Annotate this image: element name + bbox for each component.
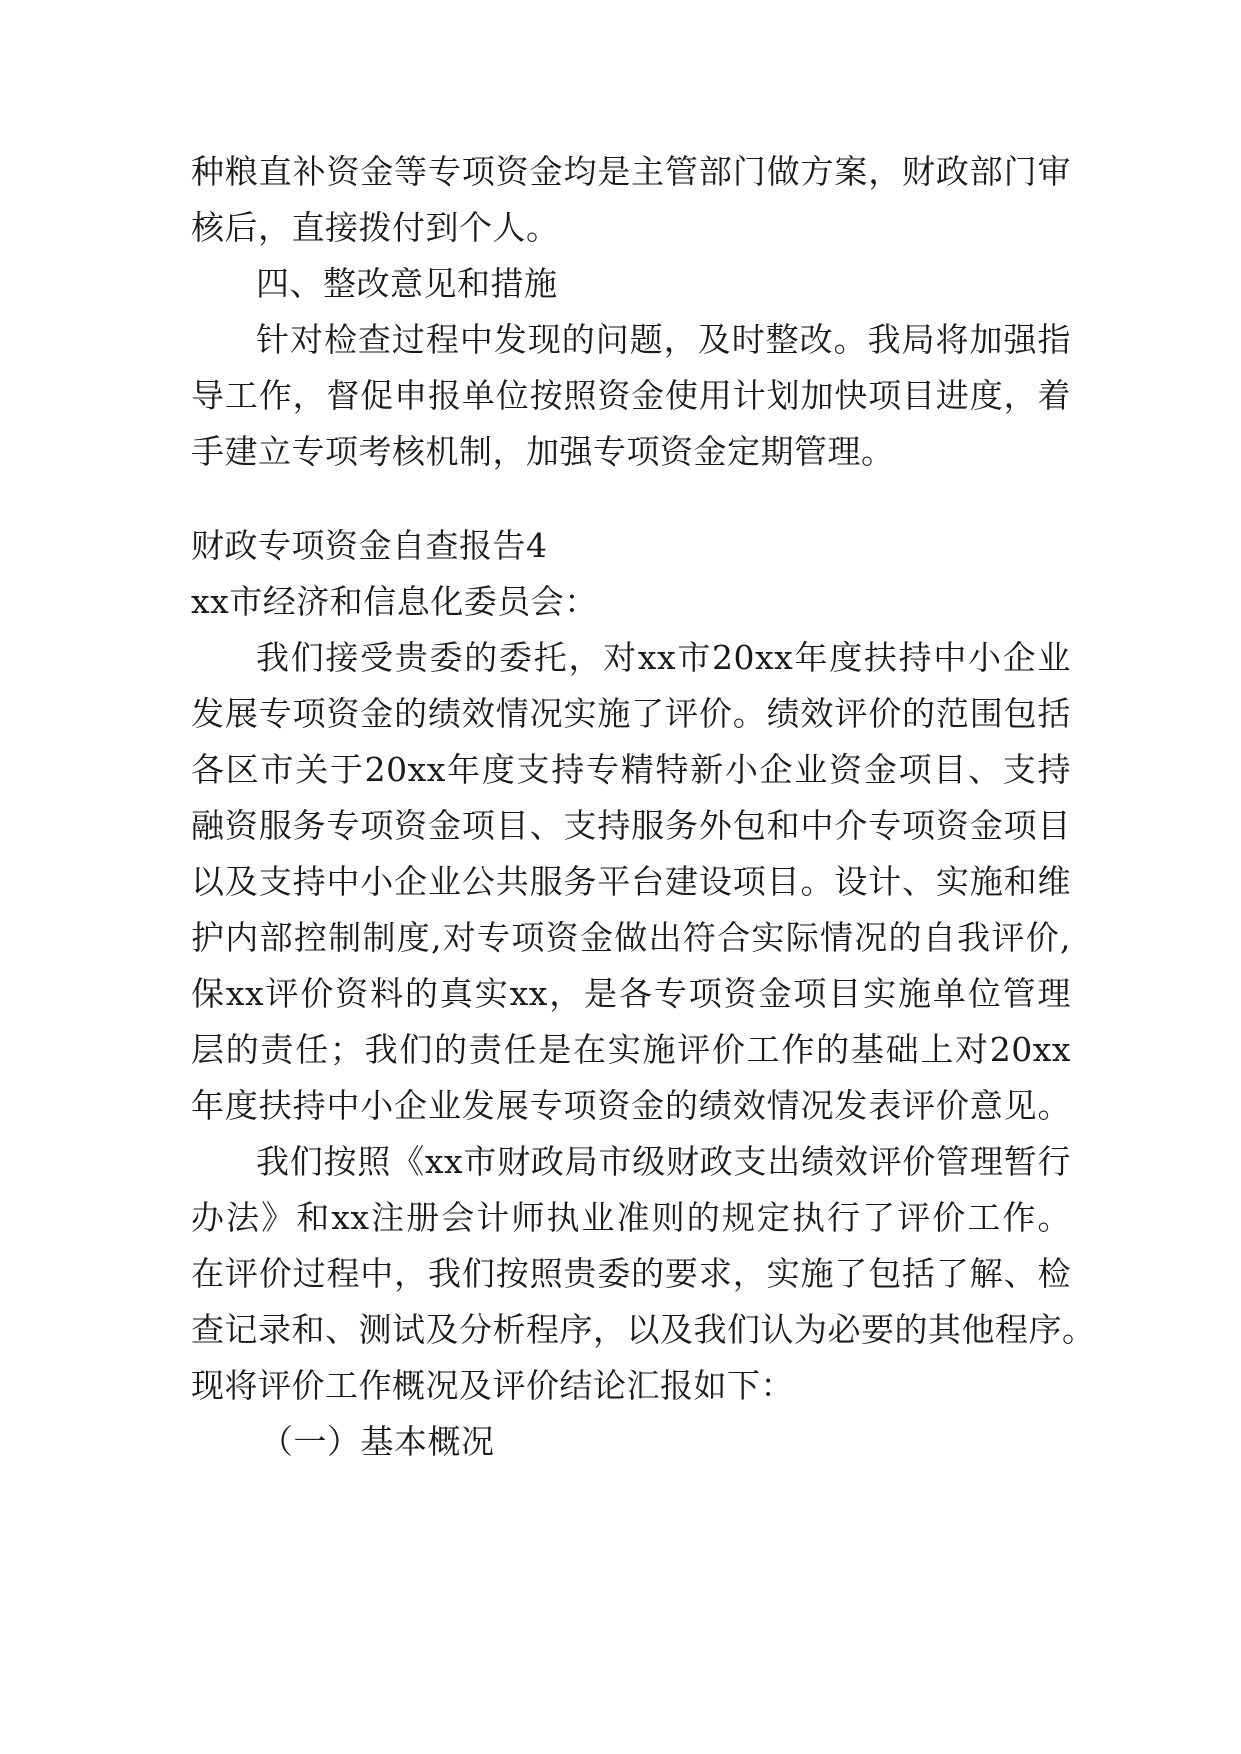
paragraph-line: 层的责任；我们的责任是在实施评价工作的基础上对20xx <box>191 1030 1071 1069</box>
paragraph-line: 融资服务专项资金项目、支持服务外包和中介专项资金项目 <box>191 806 1071 845</box>
addressee: xx市经济和信息化委员会： <box>191 582 598 621</box>
paragraph-line: 核后，直接拨付到个人。 <box>191 208 560 247</box>
paragraph-line: 护内部控制制度,对专项资金做出符合实际情况的自我评价, <box>191 918 1071 957</box>
subsection-heading: （一）基本概况 <box>260 1422 495 1461</box>
paragraph-line: 查记录和、测试及分析程序，以及我们认为必要的其他程序。 <box>191 1310 1096 1349</box>
paragraph-line: 我们接受贵委的委托，对xx市20xx年度扶持中小企业 <box>256 638 1071 677</box>
paragraph-line: 我们按照《xx市财政局市级财政支出绩效评价管理暂行 <box>256 1142 1071 1181</box>
report-title: 财政专项资金自查报告4 <box>191 526 548 565</box>
paragraph-line: 手建立专项考核机制，加强专项资金定期管理。 <box>191 432 895 471</box>
paragraph-line: 在评价过程中，我们按照贵委的要求，实施了包括了解、检 <box>191 1254 1071 1293</box>
paragraph-line: 种粮直补资金等专项资金均是主管部门做方案，财政部门审 <box>191 152 1071 191</box>
paragraph-line: 现将评价工作概况及评价结论汇报如下： <box>191 1366 794 1405</box>
paragraph-line: 发展专项资金的绩效情况实施了评价。绩效评价的范围包括 <box>191 694 1071 733</box>
paragraph-line: 年度扶持中小企业发展专项资金的绩效情况发表评价意见。 <box>191 1086 1071 1125</box>
section-heading: 四、整改意见和措施 <box>256 264 558 303</box>
paragraph-line: 办法》和xx注册会计师执业准则的规定执行了评价工作。 <box>191 1198 1071 1237</box>
paragraph-line: 导工作，督促申报单位按照资金使用计划加快项目进度，着 <box>191 376 1071 415</box>
paragraph-line: 以及支持中小企业公共服务平台建设项目。设计、实施和维 <box>191 862 1071 901</box>
paragraph-line: 针对检查过程中发现的问题，及时整改。我局将加强指 <box>256 320 1071 359</box>
paragraph-line: 保xx评价资料的真实xx，是各专项资金项目实施单位管理 <box>191 974 1071 1013</box>
paragraph-line: 各区市关于20xx年度支持专精特新小企业资金项目、支持 <box>191 750 1071 789</box>
